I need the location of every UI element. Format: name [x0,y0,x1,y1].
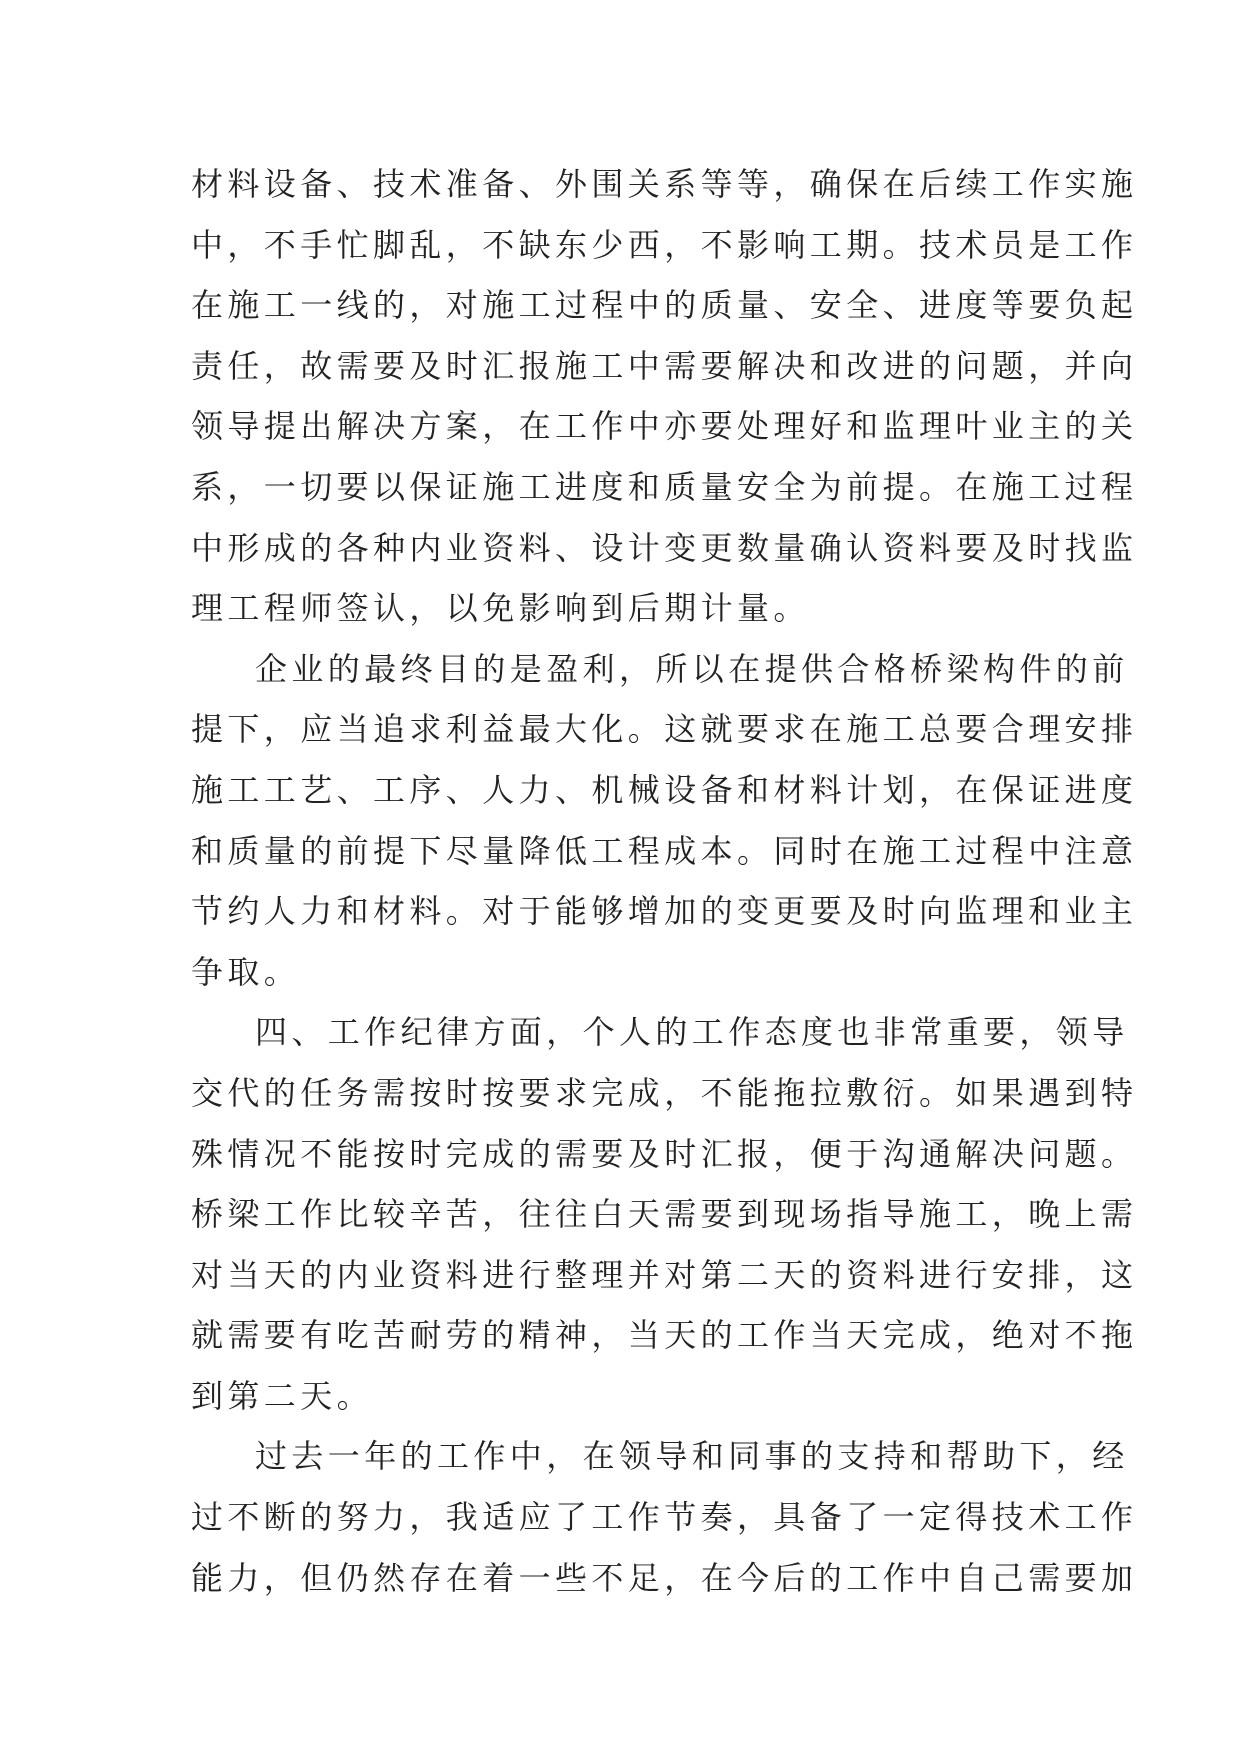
text-line: 争取。 [191,952,301,991]
text-line: 系，一切要以保证施工进度和质量安全为前提。在施工过程 [191,467,1138,506]
text-line: 中，不手忙脚乱，不缺东少西，不影响工期。技术员是工作 [191,225,1138,264]
text-line: 中形成的各种内业资料、设计变更数量确认资料要及时找监 [191,528,1138,567]
text-line: 在施工一线的，对施工过程中的质量、安全、进度等要负起 [191,286,1138,325]
text-line: 领导提出解决方案，在工作中亦要处理好和监理叶业主的关 [191,407,1138,446]
text-line: 提下，应当追求利益最大化。这就要求在施工总要合理安排 [191,710,1138,749]
text-line: 节约人力和材料。对于能够增加的变更要及时向监理和业主 [191,892,1138,931]
text-line: 理工程师签认，以免影响到后期计量。 [191,589,810,628]
body-text [191,154,1138,1608]
text-line: 过不断的努力，我适应了工作节奏，具备了一定得技术工作 [191,1498,1138,1537]
text-line: 和质量的前提下尽量降低工程成本。同时在施工过程中注意 [191,831,1138,870]
text-line: 就需要有吃苦耐劳的精神，当天的工作当天完成，绝对不拖 [191,1316,1138,1355]
text-line: 对当天的内业资料进行整理并对第二天的资料进行安排，这 [191,1255,1138,1294]
text-line: 交代的任务需按时按要求完成，不能拖拉敷衍。如果遇到特 [191,1073,1138,1112]
text-line: 能力，但仍然存在着一些不足，在今后的工作中自己需要加 [191,1558,1138,1597]
text-line: 责任，故需要及时汇报施工中需要解决和改进的问题，并向 [191,346,1138,385]
text-line: 材料设备、技术准备、外围关系等等，确保在后续工作实施 [191,165,1138,203]
text-line: 施工工艺、工序、人力、机械设备和材料计划，在保证进度 [191,770,1138,809]
paragraph-first-line: 过去一年的工作中，在领导和同事的支持和帮助下，经 [255,1437,1129,1476]
text-line: 桥梁工作比较辛苦，往往白天需要到现场指导施工，晚上需 [191,1195,1138,1234]
paragraph-first-line: 四、工作纪律方面，个人的工作态度也非常重要，领导 [255,1013,1129,1052]
text-line: 到第二天。 [191,1376,374,1415]
paragraph-first-line: 企业的最终目的是盈利，所以在提供合格桥梁构件的前 [255,649,1129,688]
text-line: 殊情况不能按时完成的需要及时汇报，便于沟通解决问题。 [191,1134,1138,1173]
